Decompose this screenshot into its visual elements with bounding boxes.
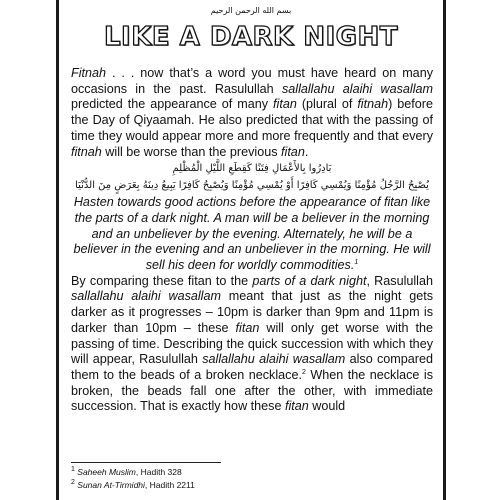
term-fitan: fitan	[281, 144, 305, 159]
footnote-source: Saheeh Muslim	[77, 467, 136, 477]
salutation: sallallahu alaihi wasallam	[202, 352, 346, 367]
term-fitan: fitan	[235, 320, 260, 335]
footnote-1: $^1$ Saheeh Muslim, Hadith 328	[71, 466, 182, 477]
term-fitan: fitan	[273, 97, 297, 112]
term-fitnah: fitnah	[71, 144, 102, 159]
salutation: sallallahu alaihi wasallam	[281, 81, 433, 96]
term-fitan: fitan	[284, 399, 309, 414]
term-fitnah: fitnah	[357, 97, 389, 112]
footnote-2: $^2$ Sunan At-Tirmidhi, Hadith 2211	[71, 479, 195, 490]
document-page	[56, 0, 446, 500]
document-body	[71, 66, 433, 415]
page-title: LIKE A DARK NIGHT	[103, 22, 399, 52]
footnote-divider	[71, 462, 221, 463]
phrase-dark-night: parts of a dark night	[252, 273, 367, 288]
salutation: sallallahu alaihi wasallam	[71, 289, 221, 304]
arabic-hadith-line-1: بَادِرُوا بِالأَعْمَالِ فِتَنًا كَقِطَعِ اللَّيْلِ الْمُظْلِمِ	[172, 163, 332, 175]
explanation-paragraph: By comparing these fitan to the parts of a dark night, Rasulullah sallallahu alaihi wasallam meant that just as the night gets darker as it progresses – 10pm is darker than 9pm and 11pm is darker than 10pm – these fitan will only get worse with the passing of time. Describing the quick succession with which they will appear, Rasulullah sallallahu alaihi wasallam also compared them to the beads of a broken necklace.$^2$ When the necklace is broken, the beads fall one after the other, with immediate succession. That is exactly how these fitan would	[71, 273, 434, 414]
intro-paragraph: Fitnah . . . now that’s a word you must have heard on many occasions in the past. Rasulullah sallallahu alaihi wasallam predicted the appearance of many fitan (plural of fitnah) before the Day of Qiyaamah. He also predicted that with the passing of time they would appear more and more frequently and that every fitnah will be worse than the previous fitan.	[71, 66, 434, 159]
footnote-ref[interactable]: 2	[301, 368, 306, 376]
footnote-ref[interactable]: 1	[354, 258, 359, 266]
hadith-translation: Hasten towards good actions before the appearance of fitan like the parts of a dark night. A man will be a believer in the morning and an unbeliever by the evening. Alternately, he will be a believer in the evening and an unbeliever in the morning. He will sell his deen for worldly commodities.$^1$	[73, 195, 431, 273]
term-fitnah: Fitnah	[71, 66, 107, 80]
footnote-source: Sunan At-Tirmidhi	[77, 480, 145, 490]
footnotes	[71, 466, 195, 492]
arabic-hadith-line-2: يُصْبِحُ الرَّجُلُ مُؤْمِنًا وَيُمْسِي كَافِرًا أَوْ يُمْسِي مُؤْمِنًا وَيُصْبِحُ كَافِرًا يَبِيعُ دِينَهُ بِعَرَضٍ مِنَ الدُّنْيَا	[75, 180, 429, 192]
basmala: بسم الله الرحمن الرحيم	[210, 6, 292, 15]
